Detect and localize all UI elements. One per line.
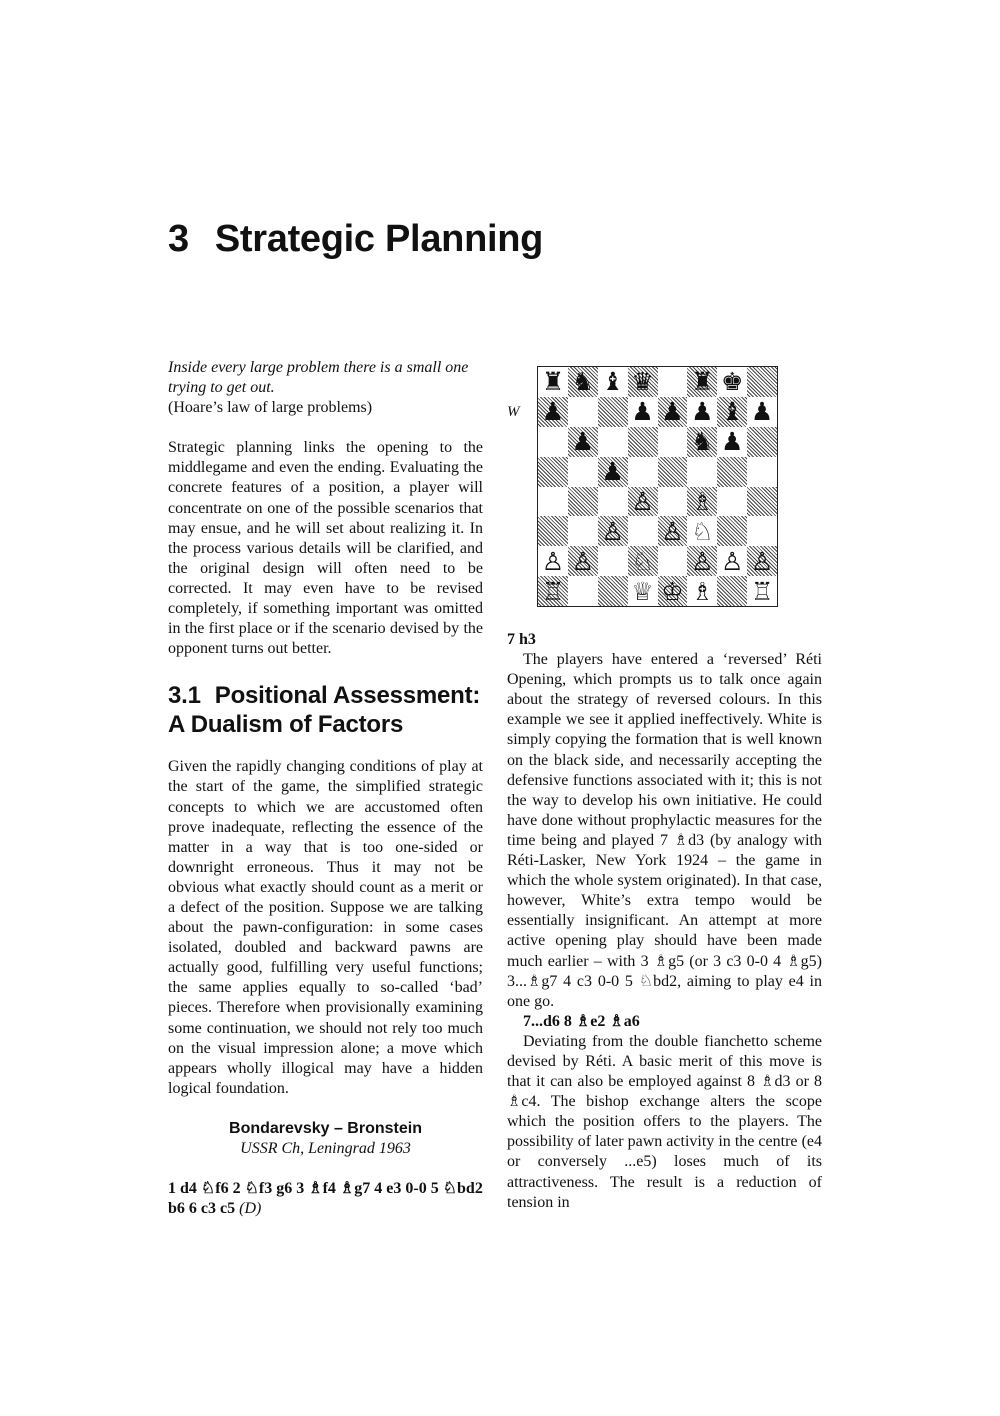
- square-h6: [747, 427, 777, 457]
- square-f2: [687, 546, 717, 576]
- section-title: [168, 681, 483, 739]
- square-d6: [628, 427, 658, 457]
- square-c2: [598, 546, 628, 576]
- commentary-paragraph-1: The players have entered a ‘reversed’ Réti Opening, which prompts us to talk once again about the strategy of reversed colours. In this example we see it applied ineffectively. White is simply copying the formation that is well known on the black side, and necessarily accepting the defensive functions associated with it; this is not the way to develop his own initiative. He could have done without prophylactic measures for the time being and played 7 ♗d3 (by analogy with Réti-Lasker, New York 1924 – the game in which the whole system originated). In that case, however, White’s extra tempo would be essentially insignificant. An attempt at more active opening play should have been made much earlier – with 3 ♗g5 (or 3 c3 0-0 4 ♗g5) 3...♗g7 4 c3 0-0 5 ♘bd2, aiming to play e4 in one go.: [507, 651, 822, 1010]
- chess-piece: ♜: [691, 367, 714, 397]
- chess-piece: ♙: [661, 516, 684, 546]
- game-players: Bondarevsky – Bronstein: [229, 1119, 422, 1137]
- square-c1: [598, 576, 628, 606]
- square-e8: [658, 367, 688, 397]
- chapter-title-text: Strategic Planning: [214, 218, 544, 260]
- chess-piece: ♙: [601, 516, 624, 546]
- chess-piece: ♟: [720, 427, 744, 457]
- square-h2: [747, 546, 777, 576]
- square-b8: [568, 367, 598, 397]
- square-d3: [628, 516, 658, 546]
- chess-piece: ♝: [720, 397, 744, 427]
- square-d4: [628, 487, 658, 517]
- square-b4: [568, 487, 598, 517]
- square-a6: [538, 427, 568, 457]
- square-g6: [717, 427, 747, 457]
- right-column: [507, 358, 822, 1213]
- chess-piece: ♜: [541, 367, 565, 397]
- square-b3: [568, 516, 598, 546]
- square-g1: [717, 576, 747, 606]
- chess-piece: ♘: [691, 516, 714, 546]
- square-d7: [628, 397, 658, 427]
- square-f4: [687, 487, 717, 517]
- chess-piece: ♟: [541, 397, 565, 427]
- game-moves: [168, 1179, 483, 1219]
- square-b7: [568, 397, 598, 427]
- square-f8: [687, 367, 717, 397]
- square-g2: [717, 546, 747, 576]
- game-moves-text: 1 d4 ♘f6 2 ♘f3 g6 3 ♗f4 ♗g7 4 e3 0-0 5 ♘bd2 b6 6 c3 c5: [168, 1180, 483, 1218]
- square-a3: [538, 516, 568, 546]
- square-c7: [598, 397, 628, 427]
- square-h8: [747, 367, 777, 397]
- chess-piece: ♝: [601, 367, 624, 397]
- chess-piece: ♟: [631, 397, 654, 427]
- square-b5: [568, 457, 598, 487]
- square-d8: [628, 367, 658, 397]
- chess-piece: ♚: [720, 367, 744, 397]
- square-g8: [717, 367, 747, 397]
- square-b1: [568, 576, 598, 606]
- chess-piece: ♖: [750, 576, 774, 606]
- square-f6: [687, 427, 717, 457]
- chess-piece: ♔: [661, 576, 684, 606]
- epigraph-quote: Inside every large problem there is a small one trying to get out.: [168, 359, 469, 397]
- square-a7: [538, 397, 568, 427]
- square-g3: [717, 516, 747, 546]
- square-a5: [538, 457, 568, 487]
- square-f5: [687, 457, 717, 487]
- square-c4: [598, 487, 628, 517]
- chess-piece: ♞: [571, 367, 595, 397]
- section-paragraph: Given the rapidly changing conditions of play at the start of the game, the simplified strategic concepts to which we are accustomed often prove inadequate, reflecting the essence of the matter in a way that is too one-sided or downright erroneous. Thus it may not be obvious what exactly should count as a merit or a defect of the position. Suppose we are talking about the pawn-configuration: in some cases isolated, doubled and backward pawns are actually good, fulfilling very useful functions; the same applies equally to so-called ‘bad’ pieces. Therefore when provisionally examining some continuation, we should not rely too much on the visual impression alone; a move which appears wholly illogical may have a hidden logical foundation.: [168, 758, 483, 1097]
- square-f3: [687, 516, 717, 546]
- chess-diagram: [507, 358, 822, 630]
- square-c5: [598, 457, 628, 487]
- chess-piece: ♟: [601, 457, 624, 487]
- square-f1: [687, 576, 717, 606]
- square-h5: [747, 457, 777, 487]
- chess-piece: ♞: [691, 427, 714, 457]
- chess-piece: ♖: [541, 576, 565, 606]
- chess-piece: ♛: [631, 367, 654, 397]
- chess-piece: ♟: [691, 397, 714, 427]
- side-to-move: W: [507, 404, 520, 420]
- square-g4: [717, 487, 747, 517]
- square-h3: [747, 516, 777, 546]
- square-g5: [717, 457, 747, 487]
- square-e2: [658, 546, 688, 576]
- square-f7: [687, 397, 717, 427]
- square-a2: [538, 546, 568, 576]
- square-h1: [747, 576, 777, 606]
- move-heading-2: 7...d6 8 ♗e2 ♗a6: [523, 1012, 640, 1030]
- section-title-line1: Positional Assessment:: [214, 682, 481, 710]
- chess-piece: ♗: [691, 486, 714, 516]
- square-e5: [658, 457, 688, 487]
- chess-piece: ♟: [661, 397, 684, 427]
- game-header: [168, 1119, 483, 1159]
- square-e4: [658, 487, 688, 517]
- chapter-number: 3: [168, 218, 189, 260]
- square-d1: [628, 576, 658, 606]
- square-c3: [598, 516, 628, 546]
- chess-piece: ♟: [571, 427, 595, 457]
- square-e7: [658, 397, 688, 427]
- square-b2: [568, 546, 598, 576]
- chess-piece: ♙: [631, 486, 654, 516]
- section-number: 3.1: [168, 682, 201, 710]
- section-title-line2: A Dualism of Factors: [168, 711, 404, 739]
- chess-piece: ♘: [631, 546, 654, 576]
- epigraph-source: (Hoare’s law of large problems): [168, 399, 373, 417]
- chapter-title: [168, 218, 543, 261]
- chess-piece: ♙: [750, 546, 774, 576]
- square-c6: [598, 427, 628, 457]
- square-h4: [747, 487, 777, 517]
- chess-piece: ♙: [571, 546, 595, 576]
- square-c8: [598, 367, 628, 397]
- chess-board: [537, 366, 778, 607]
- move-heading-1: 7 h3: [507, 631, 536, 648]
- chess-piece: ♗: [691, 576, 714, 606]
- intro-paragraph: Strategic planning links the opening to the middlegame and even the ending. Evaluating the concrete features of a position, a player will concentrate on one of the possible scenarios that may ensue, and he will set about realizing it. In the process various details will be clarified, and the original design will often need to be corrected. It may even have to be revised completely, if something important was omitted in the first place or if the scenario devised by the opponent turns out better.: [168, 439, 483, 658]
- chess-piece: ♙: [720, 546, 744, 576]
- square-a1: [538, 576, 568, 606]
- square-e6: [658, 427, 688, 457]
- square-a8: [538, 367, 568, 397]
- square-e1: [658, 576, 688, 606]
- chess-piece: ♕: [631, 576, 654, 606]
- commentary-paragraph-2: Deviating from the double fianchetto scheme devised by Réti. A basic merit of this move is that it can also be employed against 8 ♗d3 or 8 ♗c4. The bishop exchange alters the scope which the position offers to the players. The possibility of later pawn activity in the centre (e4 or conversely ...e5) loses much of its attractiveness. The result is a reduction of tension in: [507, 1032, 822, 1211]
- square-h7: [747, 397, 777, 427]
- chess-piece: ♙: [541, 546, 565, 576]
- left-column: [168, 358, 483, 1219]
- chess-piece: ♙: [691, 546, 714, 576]
- chess-piece: ♟: [750, 397, 774, 427]
- square-d5: [628, 457, 658, 487]
- diagram-ref: (D): [239, 1200, 262, 1218]
- square-a4: [538, 487, 568, 517]
- square-g7: [717, 397, 747, 427]
- square-e3: [658, 516, 688, 546]
- square-b6: [568, 427, 598, 457]
- game-event: USSR Ch, Leningrad 1963: [240, 1140, 411, 1157]
- square-d2: [628, 546, 658, 576]
